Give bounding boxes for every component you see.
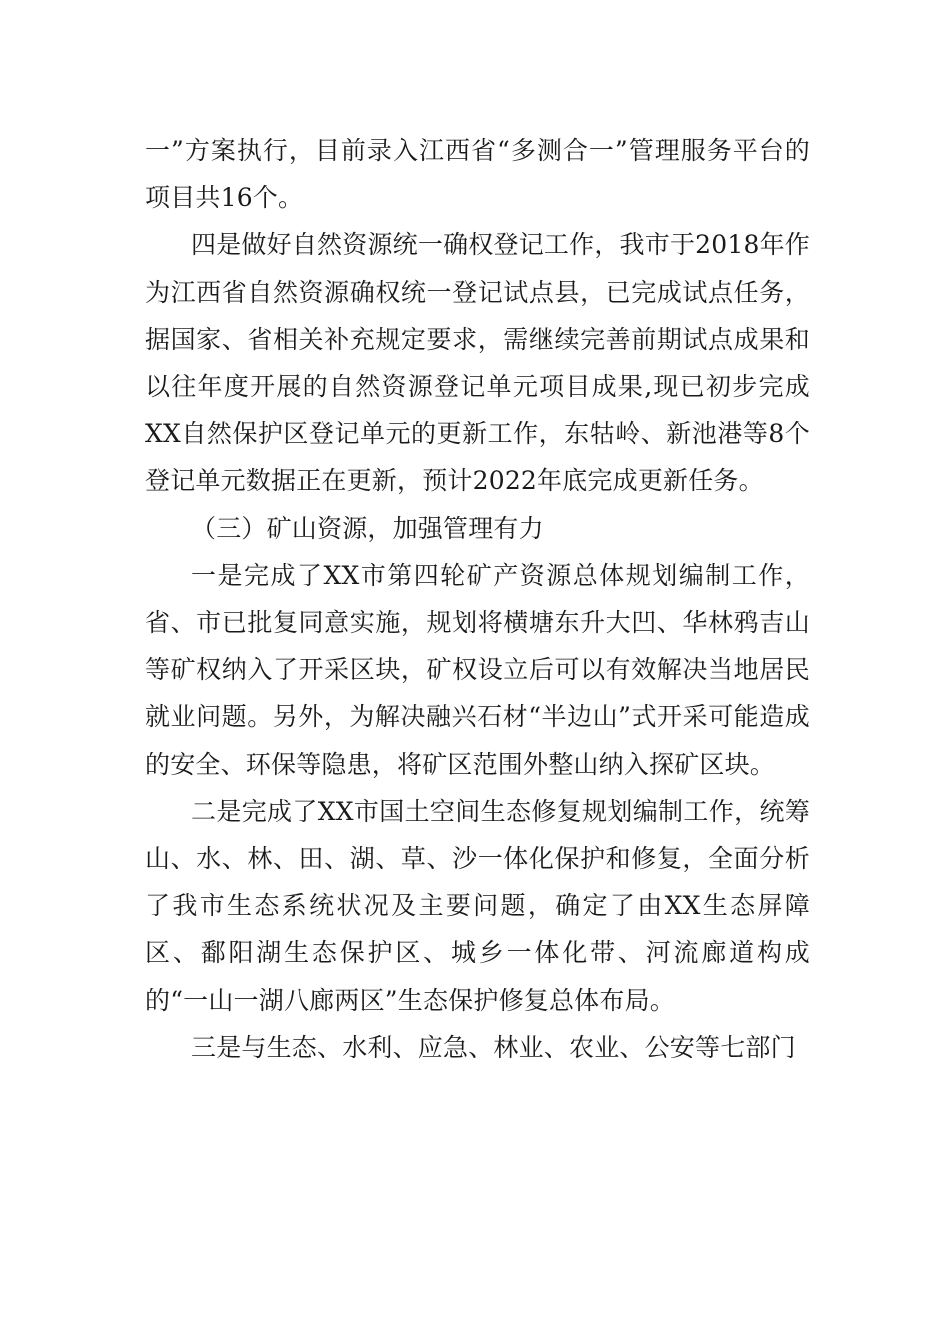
paragraph-2: 四是做好自然资源统一确权登记工作，我市于2018年作为江西省自然资源确权统一登记试点县，已完成试点任务，据国家、省相关补充规定要求，需继续完善前期试点成果和以往年度开展的自然资源登记单元项目成果,现已初步完成XX自然保护区登记单元的更新工作，东牯岭、新池港等8个登记单元数据正在更新，预计2022年底完成更新任务。 [145, 230, 810, 496]
paragraph-4: 一是完成了XX市第四轮矿产资源总体规划编制工作，省、市已批复同意实施，规划将横塘东升大凹、华林鸦吉山等矿权纳入了开采区块，矿权设立后可以有效解决当地居民就业问题。另外，为解决融兴石材“半边山”式开采可能造成的安全、环保等隐患，将矿区范围外整山纳入探矿区块。 [145, 560, 810, 779]
paragraph-6: 三是与生态、水利、应急、林业、农业、公安等七部门 [191, 1032, 796, 1062]
paragraph-5: 二是完成了XX市国土空间生态修复规划编制工作，统筹山、水、林、田、湖、草、沙一体化保护和修复，全面分析了我市生态系统状况及主要问题，确定了由XX生态屏障区、鄱阳湖生态保护区、城乡一体化带、河流廊道构成的“一山一湖八廊两区”生态保护修复总体布局。 [145, 796, 810, 1015]
section-heading-mineral-resources: （三）矿山资源，加强管理有力 [191, 513, 544, 543]
document-body [145, 127, 810, 1071]
paragraph-1: 一”方案执行，目前录入江西省“多测合一”管理服务平台的项目共16个。 [145, 136, 810, 213]
